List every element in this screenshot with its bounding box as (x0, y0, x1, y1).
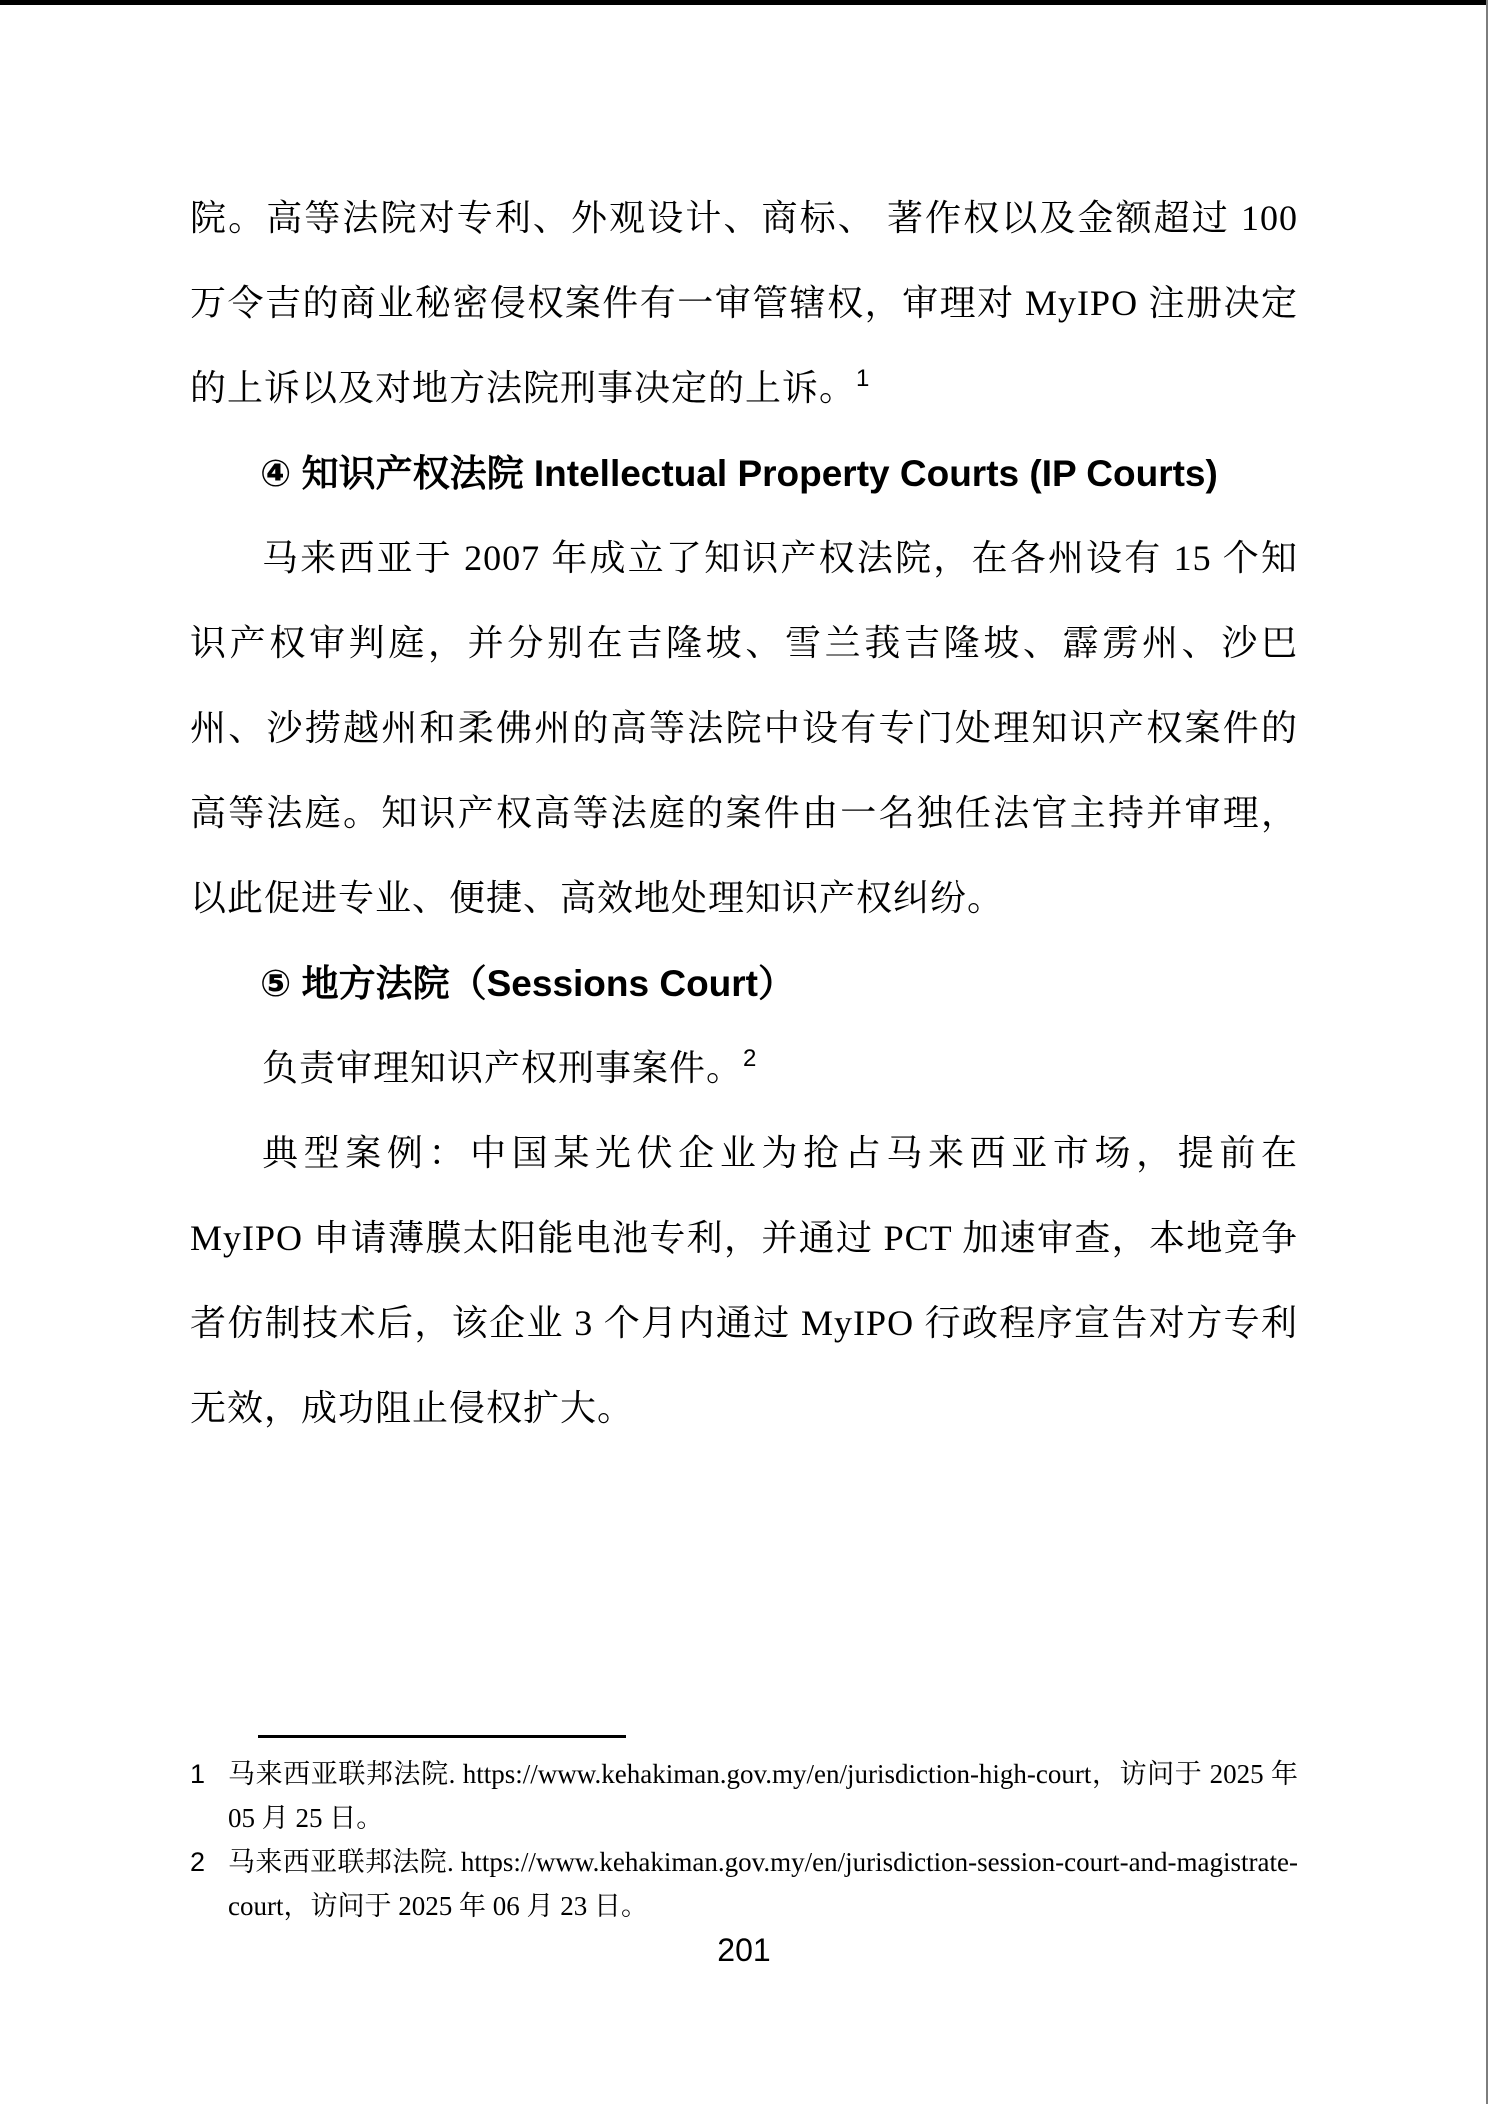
footnote-area (190, 1735, 1298, 1928)
footnote-ref-1: 1 (856, 365, 871, 392)
paragraph-ip-courts: 马来西亚于 2007 年成立了知识产权法院，在各州设有 15 个知识产权审判庭，并分别在吉隆坡、雪兰莪吉隆坡、霹雳州、沙巴州、沙捞越州和柔佛州的高等法院中设有专门处理知识产权案件的高等法庭。知识产权高等法庭的案件由一名独任法官主持并审理，以此促进专业、便捷、高效地处理知识产权纠纷。 (190, 538, 1298, 918)
paragraph-sessions-court (190, 1026, 1298, 1111)
footnote-2 (190, 1840, 1298, 1928)
paragraph-high-court (190, 176, 1298, 431)
footnote-2-number: 2 (190, 1847, 206, 1877)
footnote-ref-2: 2 (743, 1045, 758, 1072)
page-body (190, 176, 1298, 1451)
footnote-separator-rule (258, 1735, 626, 1738)
footnote-1 (190, 1752, 1298, 1840)
paragraph-high-court-text: 院。高等法院对专利、外观设计、商标、 著作权以及金额超过 100 万令吉的商业秘密侵权案件有一审管辖权，审理对 MyIPO 注册决定的上诉以及对地方法院刑事决定的上诉。 (190, 198, 1298, 408)
footnote-2-text: 马来西亚联邦法院. https://www.kehakiman.gov.my/en/jurisdiction-session-court-and-magistrate-court，访问于 2025 年 06 月 23 日。 (228, 1847, 1298, 1921)
scan-edge-top (0, 0, 1488, 5)
footnote-1-number: 1 (190, 1759, 206, 1789)
paragraph-case-example: 典型案例：中国某光伏企业为抢占马来西亚市场，提前在 MyIPO 申请薄膜太阳能电池专利，并通过 PCT 加速审查，本地竞争者仿制技术后，该企业 3 个月内通过 MyIPO 行政程序宣告对方专利无效，成功阻止侵权扩大。 (190, 1133, 1298, 1428)
footnote-1-text: 马来西亚联邦法院. https://www.kehakiman.gov.my/en/jurisdiction-high-court，访问于 2025 年 05 月 25 日。 (228, 1759, 1298, 1833)
page-number: 201 (717, 1932, 771, 1968)
heading-ip-courts: ④ 知识产权法院 Intellectual Property Courts (IP Courts) (260, 453, 1218, 494)
heading-sessions-court: ⑤ 地方法院（Sessions Court） (260, 963, 796, 1004)
paragraph-sessions-court-text: 负责审理知识产权刑事案件。 (262, 1048, 744, 1088)
